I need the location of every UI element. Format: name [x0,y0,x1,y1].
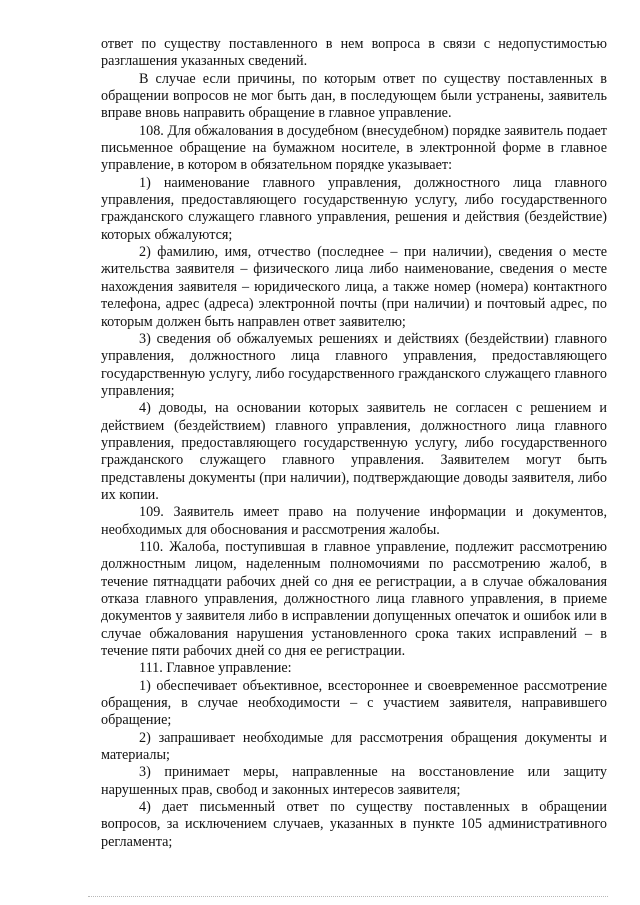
paragraph-108: 108. Для обжалования в досудебном (внесудебном) порядке заявитель подает письменное обращение на бумажном носителе, в электронной форме в главное управление, в котором в обязательном порядке указывает: [101,122,607,174]
paragraph-resubmission: В случае если причины, по которым ответ по существу поставленных в обращении вопросов не мог быть дан, в последующем были устранены, заявитель вправе вновь направить обращение в главное управление. [101,70,607,122]
paragraph-111-item-1: 1) обеспечивает объективное, всестороннее и своевременное рассмотрение обращения, в случае необходимости – с участием заявителя, направившего обращение; [101,677,607,729]
document-body [101,36,607,851]
paragraph-111: 111. Главное управление: [139,660,292,677]
paragraph-111-item-4: 4) дает письменный ответ по существу поставленных в обращении вопросов, за исключением случаев, указанных в пункте 105 административного регламента; [101,799,607,850]
paragraph-108-item-1: 1) наименование главного управления, должностного лица главного управления, предоставляющего государственную услугу, либо государственного гражданского служащего главного управления, решения и действия (бездействие) которых обжалуются; [101,174,607,243]
paragraph-111-item-2: 2) запрашивает необходимые для рассмотрения обращения документы и материалы; [101,729,607,764]
paragraph-108-item-2: 2) фамилию, имя, отчество (последнее – при наличии), сведения о месте жительства заявителя – физического лица либо наименование, сведения о месте нахождения заявителя – юридического лица, а также номер (номера) контактного телефона, адрес (адреса) электронной почты (при наличии) и почтовый адрес, по которым должен быть направлен ответ заявителю; [101,244,607,330]
paragraph-108-item-4: 4) доводы, на основании которых заявитель не согласен с решением и действием (бездействием) главного управления, должностного лица главного управления, предоставляющего государственную услугу, либо государственного гражданского служащего главного управления. Заявителем могут быть представлены документы (при наличии), подтверждающие доводы заявителя, либо их копии. [101,400,607,503]
paragraph-109: 109. Заявитель имеет право на получение информации и документов, необходимых для обоснования и рассмотрения жалобы. [101,504,607,538]
paragraph-111-item-3: 3) принимает меры, направленные на восстановление или защиту нарушенных прав, свобод и законных интересов заявителя; [101,764,607,798]
paragraph-continuation: ответ по существу поставленного в нем вопроса в связи с недопустимостью разглашения указанных сведений. [101,36,607,70]
paragraph-110: 110. Жалоба, поступившая в главное управление, подлежит рассмотрению должностным лицом, наделенным полномочиями по рассмотрению жалоб, в течение пятнадцати рабочих дней со дня ее регистрации, а в случае обжалования отказа главного управления, должностного лица главного управления, в приеме документов у заявителя либо в исправлении допущенных опечаток и ошибок или в случае обжалования нарушения установленного срока таких исправлений – в течение пяти рабочих дней со дня ее регистрации. [101,538,607,660]
paragraph-108-item-3: 3) сведения об обжалуемых решениях и действиях (бездействии) главного управления, должностного лица главного управления, предоставляющего государственную услугу, либо государственного гражданского служащего главного управления; [101,330,607,399]
scan-edge-line [88,896,608,897]
